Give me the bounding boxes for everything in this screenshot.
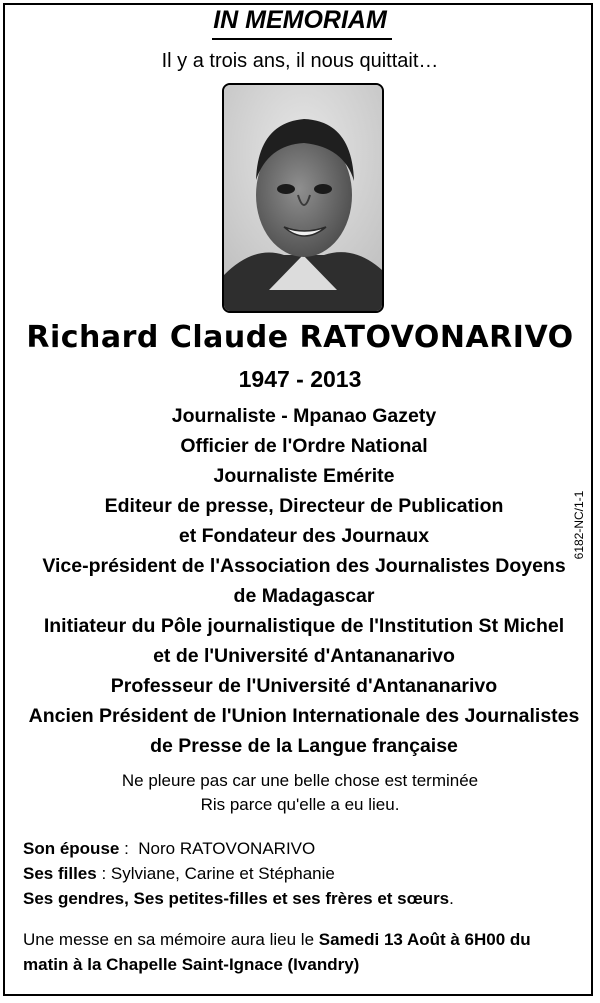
- spouse-line: [23, 836, 583, 861]
- titles-list: [20, 401, 588, 761]
- others-end: .: [449, 889, 454, 908]
- mass-line-2: [23, 952, 593, 977]
- title-line: de Madagascar: [233, 585, 375, 607]
- others-line: [23, 886, 583, 911]
- title-line: Journaliste - Mpanao Gazety: [171, 405, 437, 427]
- life-years: 1947 - 2013: [238, 366, 362, 392]
- title-line: Initiateur du Pôle journalistique de l'Institution St Michel: [43, 615, 565, 637]
- spouse-value: Noro RATOVONARIVO: [138, 839, 316, 858]
- memorial-quote: [0, 769, 600, 817]
- title-line: Ancien Président de l'Union Internationale des Journalistes: [28, 705, 580, 727]
- portrait-photo: [222, 83, 384, 313]
- mass-notice: [23, 927, 593, 977]
- quote-line-1: Ne pleure pas car une belle chose est terminée: [121, 771, 479, 790]
- title-line: et Fondateur des Journaux: [178, 525, 430, 547]
- mass-date: Samedi 13 Août à 6H00 du: [318, 930, 531, 949]
- spouse-label: Son épouse: [23, 839, 120, 858]
- title-line: Professeur de l'Université d'Antananarivo: [110, 675, 498, 697]
- title-line: Officier de l'Ordre National: [180, 435, 428, 457]
- mass-line-1: [23, 927, 593, 952]
- mass-intro: Une messe en sa mémoire aura lieu le: [23, 930, 319, 949]
- spouse-separator: :: [119, 839, 139, 858]
- quote-line-2: Ris parce qu'elle a eu lieu.: [200, 795, 400, 814]
- reference-code: 6182-NC/1-1: [572, 490, 586, 560]
- daughters-value: Sylviane, Carine et Stéphanie: [110, 864, 335, 883]
- daughters-line: [23, 861, 583, 886]
- title-line: Editeur de presse, Directeur de Publication: [104, 495, 504, 517]
- title-line: Journaliste Emérite: [213, 465, 395, 487]
- daughters-separator: :: [96, 864, 111, 883]
- deceased-name: Richard Claude RATOVONARIVO: [26, 320, 574, 355]
- subtitle: Il y a trois ans, il nous quittait…: [161, 50, 439, 72]
- mass-location: matin à la Chapelle Saint-Ignace (Ivandry): [23, 955, 360, 974]
- title-line: et de l'Université d'Antananarivo: [153, 645, 455, 667]
- title-line: Vice-président de l'Association des Journalistes Doyens: [42, 555, 566, 577]
- family-section: [23, 836, 583, 911]
- others-text: Ses gendres, Ses petites-filles et ses frères et sœurs: [23, 889, 450, 908]
- header-title: IN MEMORIAM: [213, 6, 387, 34]
- daughters-label: Ses filles: [23, 864, 97, 883]
- title-line: de Presse de la Langue française: [150, 735, 458, 757]
- header-underline: [212, 38, 392, 40]
- portrait-icon: [224, 85, 382, 311]
